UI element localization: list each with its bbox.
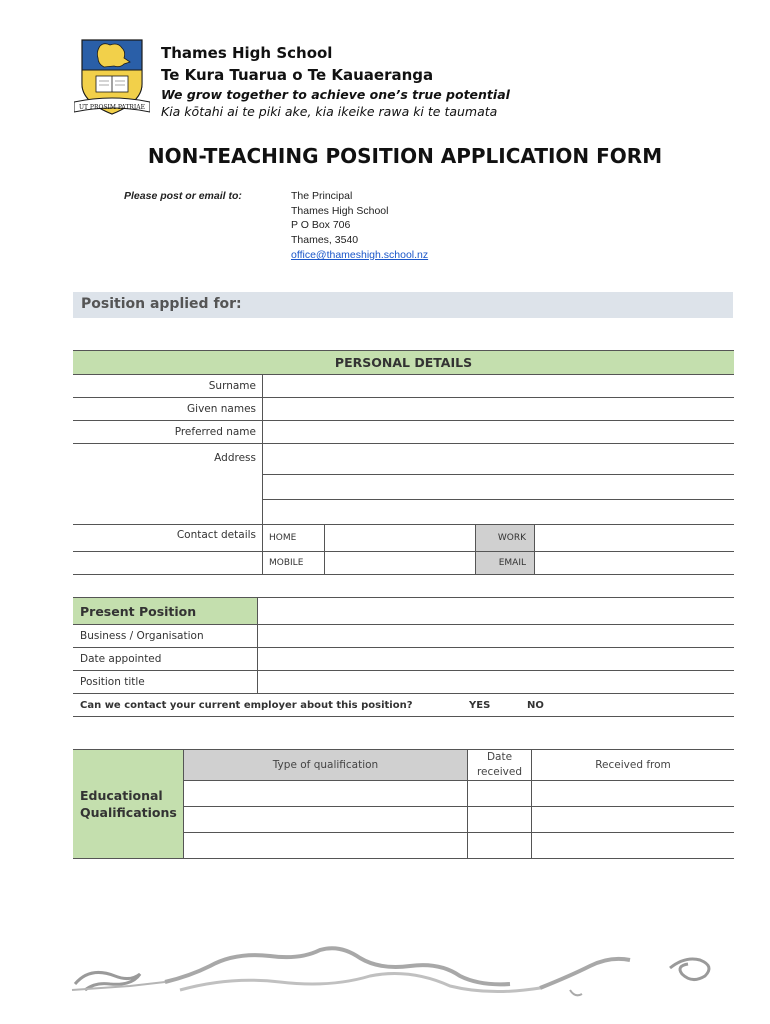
qual-heading-line-2: Qualifications (80, 805, 177, 820)
address-field-line-1[interactable] (263, 444, 735, 475)
qualification-date-cell[interactable] (468, 833, 532, 859)
school-crest-logo (74, 36, 150, 122)
qualification-type-cell[interactable] (184, 807, 468, 833)
date-appointed-field[interactable] (258, 648, 735, 671)
email-label: EMAIL (476, 552, 535, 575)
contact-details-spacer (73, 552, 263, 575)
email-field[interactable] (535, 552, 735, 575)
position-applied-label: Position applied for: (81, 296, 242, 312)
qual-heading-line-1: Educational (80, 788, 163, 803)
date-header-line-2: received (476, 766, 523, 778)
work-label: WORK (476, 525, 535, 552)
address-line: The Principal (291, 190, 353, 202)
personal-details-table (73, 350, 734, 575)
date-received-header (468, 750, 532, 781)
business-field[interactable] (258, 625, 735, 648)
qualification-date-cell[interactable] (468, 807, 532, 833)
received-from-header: Received from (532, 750, 735, 781)
present-position-table (73, 597, 734, 717)
address-label: Address (73, 444, 263, 525)
home-label: HOME (263, 525, 325, 552)
qualification-from-cell[interactable] (532, 807, 735, 833)
school-maori-name: Te Kura Tuarua o Te Kauaeranga (161, 66, 434, 84)
school-name: Thames High School (161, 44, 333, 62)
form-title: NON-TEACHING POSITION APPLICATION FORM (147, 144, 663, 168)
business-label: Business / Organisation (73, 625, 258, 648)
address-line: P O Box 706 (291, 219, 351, 231)
school-motto-maori: Kia kōtahi ai te piki ake, kia ikeike rawa ki te taumata (161, 104, 498, 119)
preferred-name-field[interactable] (263, 421, 735, 444)
given-names-field[interactable] (263, 398, 735, 421)
present-position-field[interactable] (258, 598, 735, 625)
qualification-from-cell[interactable] (532, 781, 735, 807)
address-field-line-2[interactable] (263, 474, 735, 499)
school-motto: We grow together to achieve one’s true potential (161, 87, 510, 102)
surname-label: Surname (73, 375, 263, 398)
qualification-from-cell[interactable] (532, 833, 735, 859)
educational-qualifications-table (73, 749, 734, 859)
work-phone-field[interactable] (535, 525, 735, 552)
crest-ribbon-text: UT PROSIM PATRIAE (78, 104, 146, 111)
position-title-field[interactable] (258, 671, 735, 694)
position-title-label: Position title (73, 671, 258, 694)
date-appointed-label: Date appointed (73, 648, 258, 671)
type-of-qualification-header: Type of qualification (184, 750, 468, 781)
qualification-type-cell[interactable] (184, 833, 468, 859)
mobile-label: MOBILE (263, 552, 325, 575)
contact-details-label: Contact details (73, 525, 263, 552)
date-header-line-1: Date (486, 751, 513, 763)
educational-qualifications-heading (73, 750, 184, 859)
decorative-footer-art (70, 946, 720, 1004)
mobile-phone-field[interactable] (325, 552, 476, 575)
post-to-label: Please post or email to: (124, 190, 242, 202)
qualification-date-cell[interactable] (468, 781, 532, 807)
address-field-line-3[interactable] (263, 499, 735, 524)
contact-employer-question: Can we contact your current employer about this position? (80, 699, 413, 711)
surname-field[interactable] (263, 375, 735, 398)
personal-details-heading: PERSONAL DETAILS (73, 351, 734, 375)
office-email-link[interactable]: office@thameshigh.school.nz (291, 249, 429, 261)
contact-employer-row (73, 694, 734, 717)
home-phone-field[interactable] (325, 525, 476, 552)
present-position-heading: Present Position (73, 598, 258, 625)
no-option[interactable]: NO (527, 699, 544, 711)
position-applied-field[interactable] (73, 292, 733, 318)
qualification-type-cell[interactable] (184, 781, 468, 807)
yes-option[interactable]: YES (469, 699, 491, 711)
address-line: Thames High School (291, 205, 389, 217)
given-names-label: Given names (73, 398, 263, 421)
preferred-name-label: Preferred name (73, 421, 263, 444)
address-line: Thames, 3540 (291, 234, 359, 246)
